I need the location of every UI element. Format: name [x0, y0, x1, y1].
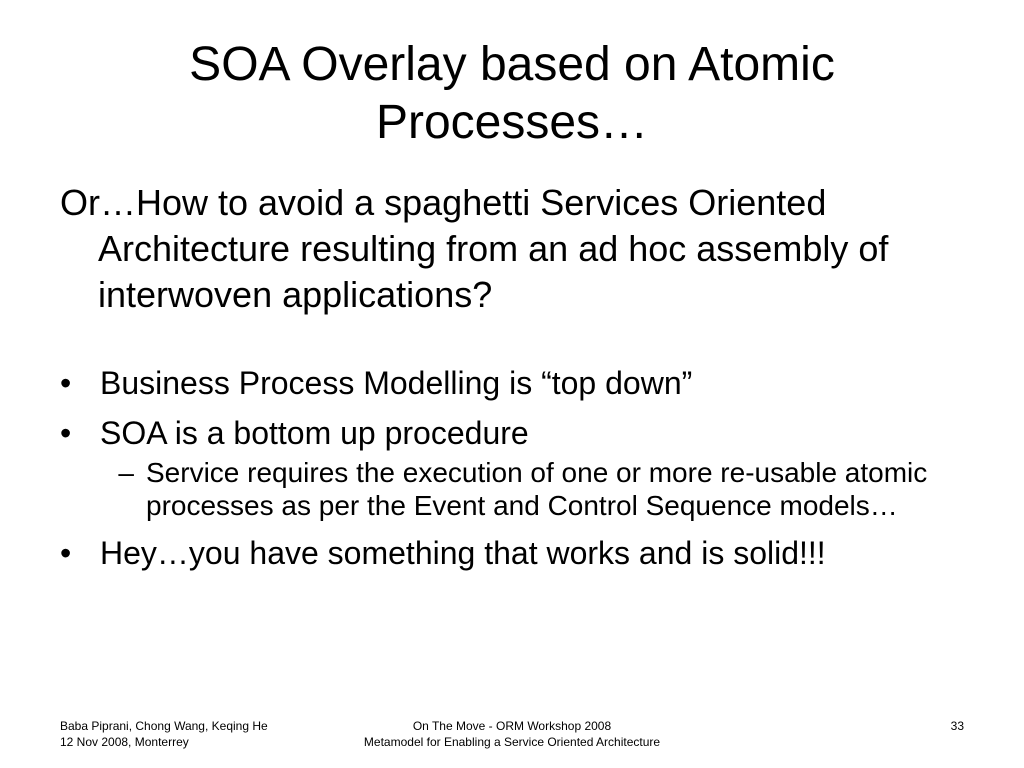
bullet-item [60, 364, 960, 402]
bullet-text: Hey…you have something that works and is solid!!! [100, 535, 826, 571]
sub-bullet-item [100, 456, 960, 522]
footer-authors [60, 718, 320, 750]
page-number: 33 [950, 719, 964, 733]
bullet-list [60, 364, 960, 572]
bullet-text: SOA is a bottom up procedure [100, 415, 529, 451]
bullet-item [60, 534, 960, 572]
footer-authors-line: Baba Piprani, Chong Wang, Keqing He [60, 719, 268, 733]
bullet-text: Business Process Modelling is “top down” [100, 365, 693, 401]
bullet-marker: • [60, 415, 72, 451]
slide-title: SOA Overlay based on Atomic Processes… [189, 38, 835, 149]
footer-event-line: On The Move - ORM Workshop 2008 [412, 719, 612, 733]
sub-bullet-marker: – [118, 457, 134, 488]
bullet-marker: • [60, 535, 72, 571]
sub-bullet-text: Service requires the execution of one or more re-usable atomic processes as per the Event and Control Sequence models… [146, 457, 928, 521]
sub-bullet-list [100, 456, 960, 522]
bullet-marker: • [60, 365, 72, 401]
footer-date-line: 12 Nov 2008, Monterrey [60, 735, 189, 749]
footer-paper-line: Metamodel for Enabling a Service Oriented Architecture [363, 735, 661, 749]
footer-event [312, 718, 712, 750]
footer-page-number [900, 718, 964, 734]
lead-paragraph: Or…How to avoid a spaghetti Services Oriented Architecture resulting from an ad hoc assembly of interwoven applications? [60, 182, 889, 315]
slide-body [60, 180, 960, 572]
bullet-item [60, 414, 960, 522]
